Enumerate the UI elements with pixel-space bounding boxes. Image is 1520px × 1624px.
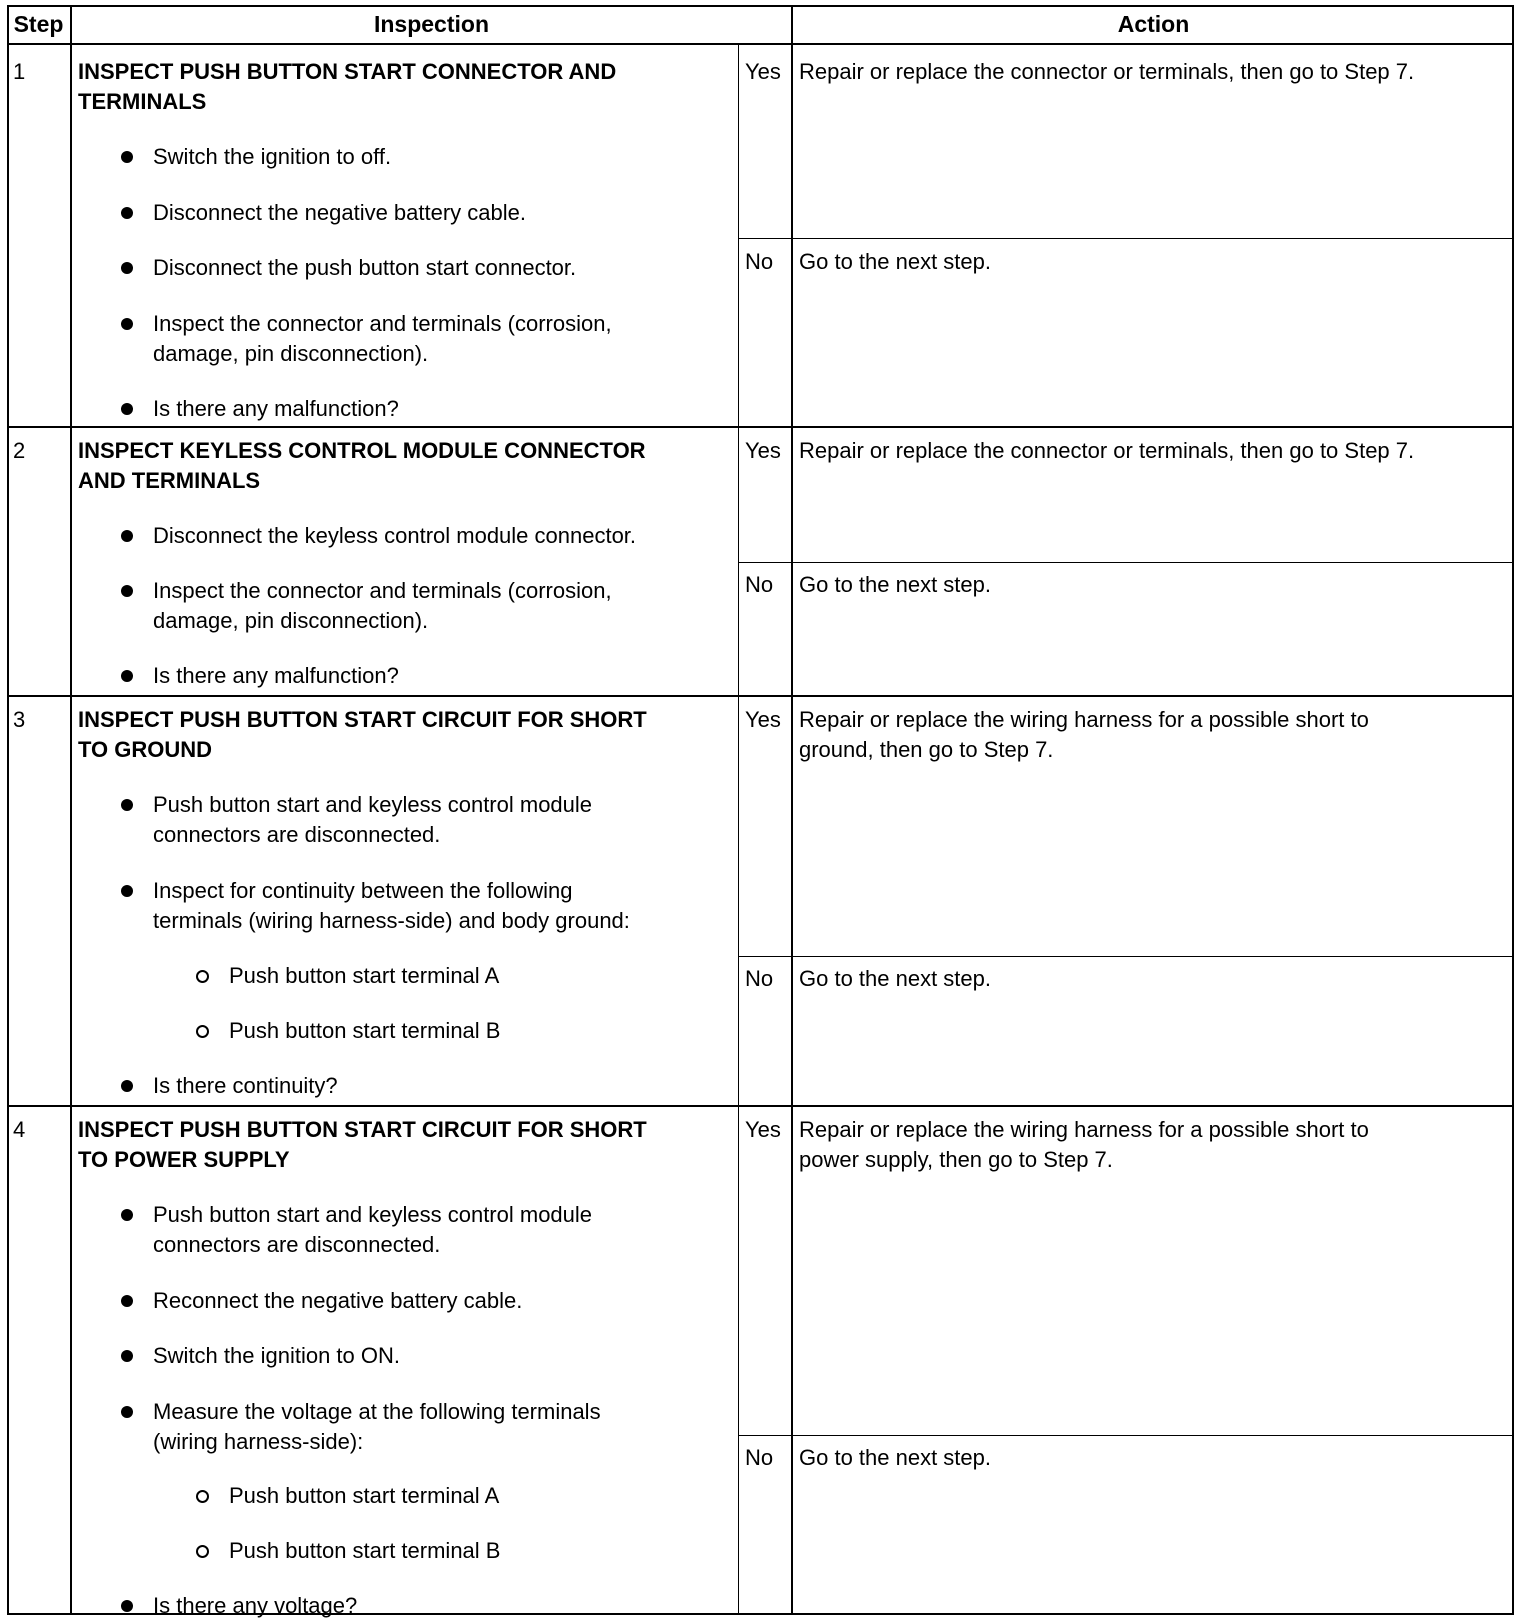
row-divider-3 xyxy=(7,1105,1514,1107)
step-title: INSPECT PUSH BUTTON START CIRCUIT FOR SHORT xyxy=(78,1117,647,1142)
inspection-item: Inspect the connector and terminals (corrosion, xyxy=(153,578,612,603)
yes-no-divider-4 xyxy=(738,1435,1514,1436)
inspection-item: Push button start and keyless control module xyxy=(153,1202,593,1227)
inspection-item: Reconnect the negative battery cable. xyxy=(153,1288,523,1313)
circle-bullet-icon xyxy=(196,1490,209,1503)
bullet-icon xyxy=(121,1295,133,1307)
inspection-item: Is there any malfunction? xyxy=(153,663,399,688)
no-label: No xyxy=(745,966,774,991)
yes-action: power supply, then go to Step 7. xyxy=(799,1147,1113,1172)
inspection-item: connectors are disconnected. xyxy=(153,1232,441,1257)
inspection-item: Disconnect the push button start connector. xyxy=(153,255,577,280)
step-title: TO GROUND xyxy=(78,737,213,762)
yes-label: Yes xyxy=(745,438,781,463)
inspection-item: Disconnect the negative battery cable. xyxy=(153,200,527,225)
no-action: Go to the next step. xyxy=(799,572,992,597)
step-number: 4 xyxy=(13,1117,26,1142)
bullet-icon xyxy=(121,530,133,542)
col-divider-yesno xyxy=(738,44,739,1615)
inspection-item: Inspect for continuity between the following xyxy=(153,878,573,903)
circle-bullet-icon xyxy=(196,1545,209,1558)
header-inspection: Inspection xyxy=(373,10,489,37)
yes-no-divider-1 xyxy=(738,238,1514,239)
no-label: No xyxy=(745,249,774,274)
yes-action: Repair or replace the wiring harness for a possible short to xyxy=(799,1117,1369,1142)
sub-item: Push button start terminal A xyxy=(229,1483,500,1508)
bullet-icon xyxy=(121,1406,133,1418)
no-action: Go to the next step. xyxy=(799,1445,992,1470)
bullet-icon xyxy=(121,885,133,897)
bullet-icon xyxy=(121,799,133,811)
no-label: No xyxy=(745,572,774,597)
step-number: 1 xyxy=(13,59,26,84)
sub-item: Push button start terminal B xyxy=(229,1018,501,1043)
step-title: INSPECT PUSH BUTTON START CONNECTOR AND xyxy=(78,59,617,84)
bullet-icon xyxy=(121,1209,133,1221)
step-title: TERMINALS xyxy=(78,89,207,114)
circle-bullet-icon xyxy=(196,970,209,983)
yes-label: Yes xyxy=(745,1117,781,1142)
inspection-item: Is there continuity? xyxy=(153,1073,338,1098)
row-divider-2 xyxy=(7,695,1514,697)
no-action: Go to the next step. xyxy=(799,966,992,991)
inspection-item: Disconnect the keyless control module connector. xyxy=(153,523,637,548)
sub-item: Push button start terminal B xyxy=(229,1538,501,1563)
yes-action: Repair or replace the wiring harness for a possible short to xyxy=(799,707,1369,732)
bullet-icon xyxy=(121,670,133,682)
inspection-item: (wiring harness-side): xyxy=(153,1429,364,1454)
bullet-icon xyxy=(121,262,133,274)
inspection-item: Switch the ignition to off. xyxy=(153,144,392,169)
bullet-icon xyxy=(121,318,133,330)
no-action: Go to the next step. xyxy=(799,249,992,274)
step-title: AND TERMINALS xyxy=(78,468,261,493)
yes-label: Yes xyxy=(745,707,781,732)
step-number: 2 xyxy=(13,438,26,463)
yes-action: Repair or replace the connector or terminals, then go to Step 7. xyxy=(799,59,1415,84)
step-title: INSPECT KEYLESS CONTROL MODULE CONNECTOR xyxy=(78,438,646,463)
yes-label: Yes xyxy=(745,59,781,84)
bullet-icon xyxy=(121,151,133,163)
bullet-icon xyxy=(121,1600,133,1612)
sub-item: Push button start terminal A xyxy=(229,963,500,988)
bullet-icon xyxy=(121,1080,133,1092)
inspection-item: Inspect the connector and terminals (corrosion, xyxy=(153,311,612,336)
bullet-icon xyxy=(121,207,133,219)
header-action: Action xyxy=(1117,10,1190,37)
inspection-item: connectors are disconnected. xyxy=(153,822,441,847)
bullet-icon xyxy=(121,585,133,597)
inspection-item: Switch the ignition to ON. xyxy=(153,1343,401,1368)
inspection-item: Measure the voltage at the following terminals xyxy=(153,1399,601,1424)
inspection-item: Push button start and keyless control module xyxy=(153,792,593,817)
header-step: Step xyxy=(13,10,64,37)
no-label: No xyxy=(745,1445,774,1470)
bullet-icon xyxy=(121,1350,133,1362)
inspection-item: damage, pin disconnection). xyxy=(153,608,429,633)
row-divider-1 xyxy=(7,426,1514,428)
yes-no-divider-3 xyxy=(738,956,1514,957)
step-number: 3 xyxy=(13,707,26,732)
inspection-item: Is there any voltage? xyxy=(153,1593,358,1618)
col-divider-step xyxy=(70,5,72,1615)
yes-no-divider-2 xyxy=(738,562,1514,563)
step-title: INSPECT PUSH BUTTON START CIRCUIT FOR SHORT xyxy=(78,707,647,732)
inspection-item: damage, pin disconnection). xyxy=(153,341,429,366)
inspection-item: Is there any malfunction? xyxy=(153,396,399,421)
bullet-icon xyxy=(121,403,133,415)
yes-action: ground, then go to Step 7. xyxy=(799,737,1054,762)
step-title: TO POWER SUPPLY xyxy=(78,1147,290,1172)
header-divider xyxy=(7,43,1514,45)
yes-action: Repair or replace the connector or terminals, then go to Step 7. xyxy=(799,438,1415,463)
circle-bullet-icon xyxy=(196,1025,209,1038)
col-divider-action xyxy=(791,5,793,1615)
inspection-item: terminals (wiring harness-side) and body ground: xyxy=(153,908,630,933)
